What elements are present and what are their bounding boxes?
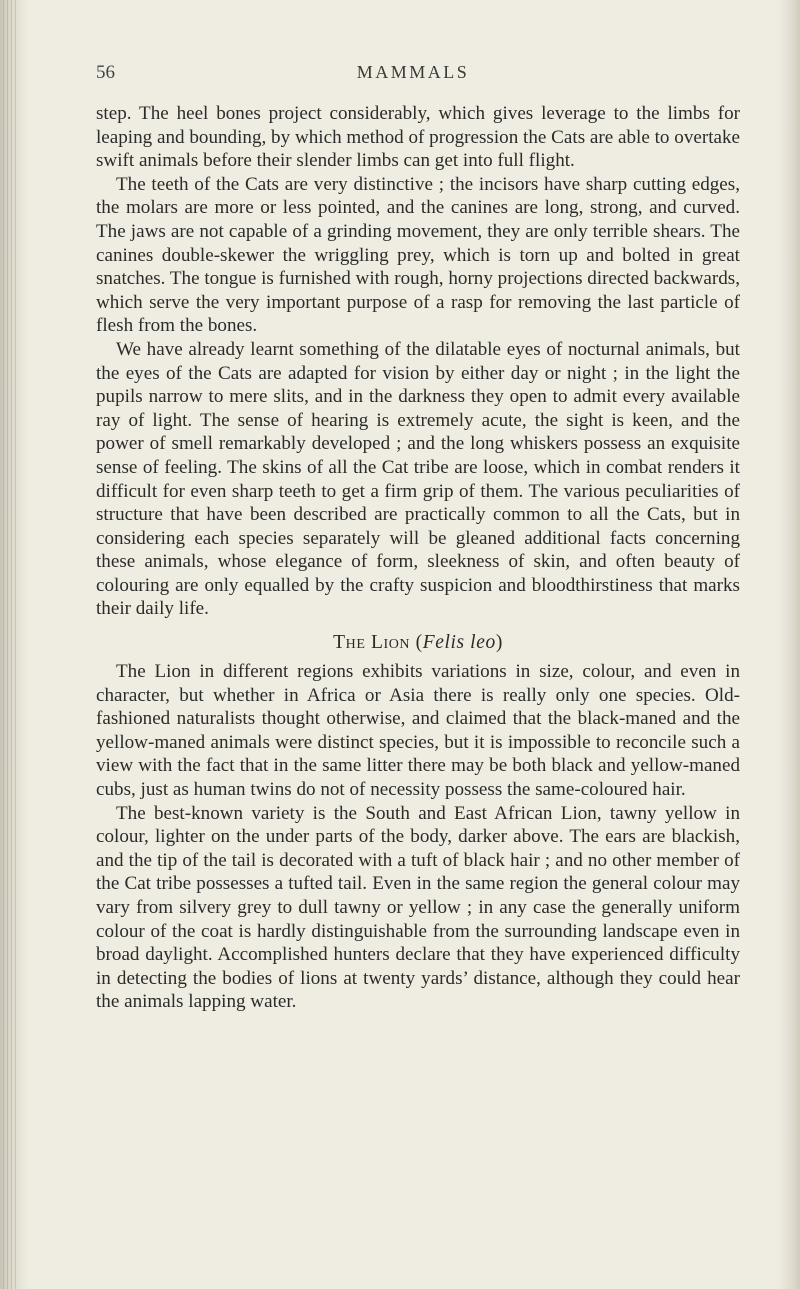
latin-close-paren: ) <box>495 632 503 654</box>
paragraph-senses: We have already learnt something of the dilatable eyes of nocturnal animals, but the eyes of the Cats are adapted for vision by either day or night ; in the light the pupils narrow to mere slits, and in the darkness they open to admit every available ray of light. The sense of hearing is extremely acute, the sight is keen, and the power of smell remarkably developed ; and the long whiskers possess an exquisite sense of feeling. The skins of all the Cat tribe are loose, which in combat renders it difficult for even sharp teeth to get a firm grip of them. The various peculiarities of structure that have been described are practically common to all the Cats, but in considering each species separately will be gleaned additional facts concerning these animals, whose elegance of form, sleekness of skin, and often beauty of colouring are only equalled by the crafty suspicion and bloodthirstiness that marks their daily life. <box>96 338 740 620</box>
paragraph-lion-variations: The Lion in different regions exhibits variations in size, colour, and even in character, but whether in Africa or Asia there is really only one species. Old-fashioned naturalists thought otherwise, and claimed that the black-maned and the yellow-maned animals were distinct species, but it is impossible to reconcile such a view with the fact that in the same litter there may be both black and yellow-maned cubs, just as human twins do not of necessity possess the same-coloured hair. <box>96 661 740 801</box>
latin-name: Felis leo <box>422 632 496 654</box>
page-edge-shadow <box>778 0 800 1289</box>
binding-texture <box>3 0 17 1289</box>
latin-open-paren: ( <box>415 632 423 654</box>
section-heading-lion <box>96 630 740 656</box>
running-head: MAMMALS <box>356 62 470 82</box>
section-title: The Lion <box>333 632 411 654</box>
paragraph-leaping: step. The heel bones project considerably, which gives leverage to the limbs for leaping and bounding, by which method of progression the Cats are able to overtake swift animals before their slender limbs can get into full flight. <box>96 103 740 172</box>
paragraph-teeth: The teeth of the Cats are very distinctive ; the incisors have sharp cutting edges, the molars are more or less pointed, and the canines are long, strong, and curved. The jaws are not capable of a grinding movement, they are only terrible shears. The canines double-skewer the wriggling prey, which is torn up and bolted in great snatches. The tongue is furnished with rough, horny projections directed backwards, which serve the very important purpose of a rasp for removing the last particle of flesh from the bones. <box>96 173 740 337</box>
page-number: 56 <box>96 62 115 83</box>
body-text <box>96 102 740 1014</box>
page-header <box>96 62 730 88</box>
paragraph-lion-colour: The best-known variety is the South and East African Lion, tawny yellow in colour, lighter on the under parts of the body, darker above. The ears are blackish, and the tip of the tail is decorated with a tuft of black hair ; and no other member of the Cat tribe possesses a tufted tail. Even in the same region the general colour may vary from silvery grey to dull tawny or yellow ; in any case the generally uniform colour of the coat is hardly distinguishable from the surrounding landscape even in broad daylight. Accomplished hunters declare that they have experienced difficulty in detecting the bodies of lions at twenty yards’ distance, although they could hear the animals lapping water. <box>96 802 740 1013</box>
